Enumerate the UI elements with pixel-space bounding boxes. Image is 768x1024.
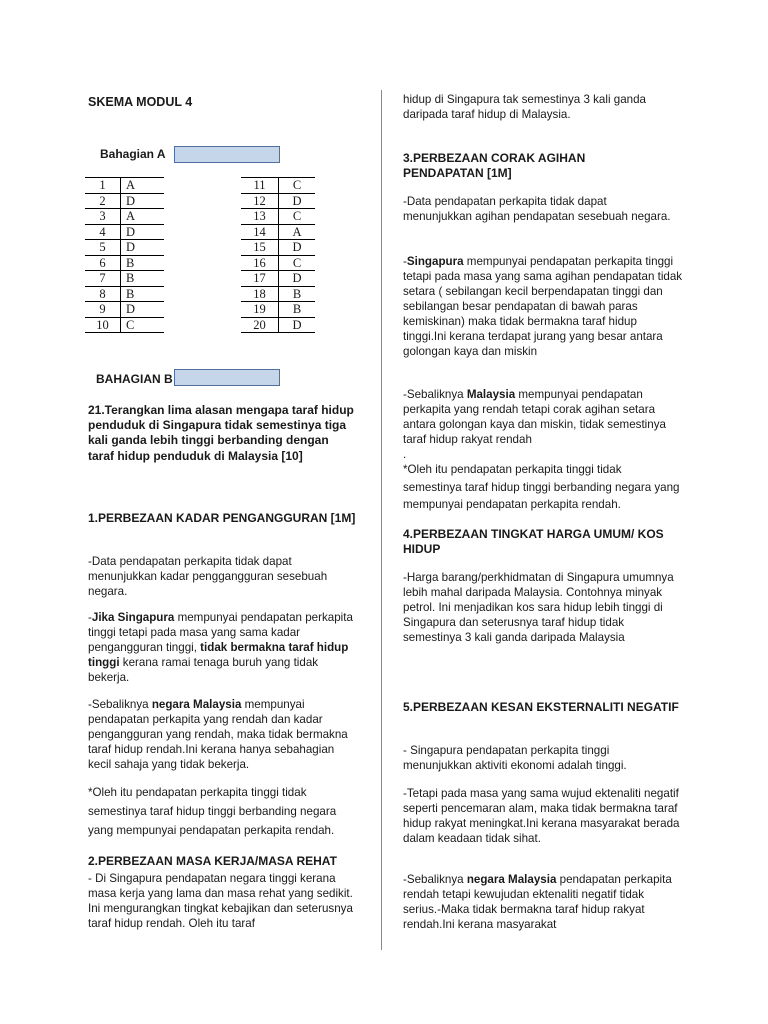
heading-5: 5.PERBEZAAN KESAN EKSTERNALITI NEGATIF [403,700,679,714]
answer-row [241,178,315,194]
answer-row [85,193,164,209]
heading-4: 4.PERBEZAAN TINGKAT HARGA UMUM/ KOS HIDUP [403,527,664,556]
answer-letter: C [279,178,316,194]
answer-letter: A [279,224,316,240]
question-number: 4 [85,224,121,240]
answer-letter: D [121,193,165,209]
para-3-1: -Data pendapatan perkapita tidak dapat menunjukkan agihan pendapatan sesebuah negara. [403,195,671,223]
answer-row [85,209,164,225]
question-number: 2 [85,193,121,209]
answer-row [85,240,164,256]
answer-row [241,302,315,318]
question-number: 17 [241,271,279,287]
answer-letter: C [121,317,165,333]
answer-letter: D [279,240,316,256]
column-divider [381,90,382,950]
answer-row [241,193,315,209]
question-number: 20 [241,317,279,333]
para-5-1: - Singapura pendapatan perkapita tinggi menunjukkan aktiviti ekonomi adalah tinggi. [403,744,627,772]
answer-letter: C [279,255,316,271]
question-number: 18 [241,286,279,302]
question-number: 19 [241,302,279,318]
question-number: 12 [241,193,279,209]
answer-row [85,317,164,333]
answer-letter: A [121,178,165,194]
heading-1: 1.PERBEZAAN KADAR PENGANGGURAN [1M] [88,511,356,525]
question-number: 10 [85,317,121,333]
answer-row [241,271,315,287]
question-21: 21.Terangkan lima alasan mengapa taraf hidup penduduk di Singapura tidak semestinya tiga kali ganda lebih tinggi berbanding dengan taraf hidup penduduk di Malaysia [10] [88,403,354,463]
heading-2: 2.PERBEZAAN MASA KERJA/MASA REHAT [88,854,337,868]
para-1-4: *Oleh itu pendapatan perkapita tinggi tidak semestinya taraf hidup tinggi berbanding negara yang mempunyai pendapatan perkapita rendah. [88,786,337,837]
answer-letter: C [279,209,316,225]
heading-3: 3.PERBEZAAN CORAK AGIHAN PENDAPATAN [1M] [403,151,586,180]
para-1-3: -Sebaliknya negara Malaysia mempunyai pendapatan perkapita yang rendah dan kadar pengangguran yang rendah, maka tidak bermakna taraf hidup rendah.Ini kerana hanya sebahagian kecil sahaja yang tidak bekerja. [88,698,348,771]
answer-row [85,286,164,302]
answer-letter: D [279,317,316,333]
answer-letter: D [121,224,165,240]
question-number: 1 [85,178,121,194]
para-2-cont: hidup di Singapura tak semestinya 3 kali ganda daripada taraf hidup di Malaysia. [403,93,646,121]
para-1-2: -Jika Singapura mempunyai pendapatan perkapita tinggi tetapi pada masa yang sama kadar pengangguran tinggi, tidak bermakna taraf hidup tinggi kerana ramai tenaga buruh yang tidak bekerja. [88,611,353,684]
question-number: 14 [241,224,279,240]
answer-letter: D [279,193,316,209]
para-3-3: -Sebaliknya Malaysia mempunyai pendapatan perkapita yang rendah tetapi corak agihan setara antara golongan kaya dan miskin, tidak semestinya taraf hidup rakyat rendah [403,388,666,446]
answer-row [85,224,164,240]
answer-letter: B [121,286,165,302]
para-3-2: -Singapura mempunyai pendapatan perkapita tinggi tetapi pada masa yang sama agihan pendapatan tidak setara ( sebilangan kecil berpendapatan tinggi dan sebilangan besar pendapatan di bawah paras kemiskinan) maka tidak bermakna taraf hidup tinggi.Ini kerana terdapat jurang yang besar antara golongan kaya dan miskin [403,255,683,358]
question-number: 11 [241,178,279,194]
answer-row [85,178,164,194]
question-number: 3 [85,209,121,225]
answer-row [85,302,164,318]
answer-letter: D [121,240,165,256]
para-3-dot: . [403,448,407,461]
answer-table-left [85,177,164,333]
para-2-1: - Di Singapura pendapatan negara tinggi kerana masa kerja yang lama dan masa rehat yang sedikit. Ini mengurangkan tingkat kebajikan dan seterusnya taraf hidup rendah. Oleh itu taraf [88,872,353,930]
answer-table-right [241,177,315,333]
answer-row [85,271,164,287]
answer-row [241,286,315,302]
question-number: 15 [241,240,279,256]
bahagian-a-box [174,146,280,163]
answer-row [85,255,164,271]
question-number: 8 [85,286,121,302]
answer-letter: B [279,286,316,302]
question-number: 5 [85,240,121,256]
question-number: 6 [85,255,121,271]
answer-letter: B [279,302,316,318]
answer-row [241,240,315,256]
question-number: 16 [241,255,279,271]
bahagian-b-box [174,369,280,386]
question-number: 9 [85,302,121,318]
para-5-3: -Sebaliknya negara Malaysia pendapatan perkapita rendah tetapi kewujudan ektenaliti negatif tidak serius.-Maka tidak bermakna taraf hidup rakyat rendah.Ini kerana masyarakat [403,873,672,931]
answer-letter: A [121,209,165,225]
answer-row [241,255,315,271]
answer-letter: D [279,271,316,287]
para-1-1: -Data pendapatan perkapita tidak dapat menunjukkan kadar penggangguran sesebuah negara. [88,555,328,598]
para-5-2: -Tetapi pada masa yang sama wujud ektenaliti negatif seperti pencemaran alam, maka tidak bermakna taraf hidup rakyat meningkat.Ini kerana masyarakat berada dalam keadaan tidak sihat. [403,787,680,845]
page-title: SKEMA MODUL 4 [88,95,193,109]
answer-row [241,317,315,333]
answer-row [241,224,315,240]
question-number: 13 [241,209,279,225]
bahagian-b-label: BAHAGIAN B [96,372,173,386]
answer-row [241,209,315,225]
para-4-1: -Harga barang/perkhidmatan di Singapura umumnya lebih mahal daripada Malaysia. Contohnya minyak petrol. Ini menjadikan kos sara hidup lebih tinggi di Singapura dan seterusnya taraf hidup tidak semestinya 3 kali ganda daripada Malaysia [403,571,674,644]
question-number: 7 [85,271,121,287]
answer-letter: B [121,255,165,271]
answer-letter: D [121,302,165,318]
answer-letter: B [121,271,165,287]
para-3-4: *Oleh itu pendapatan perkapita tinggi tidak semestinya taraf hidup tinggi berbanding negara yang mempunyai pendapatan perkapita rendah. [403,463,680,511]
bahagian-a-label: Bahagian A [100,147,166,161]
